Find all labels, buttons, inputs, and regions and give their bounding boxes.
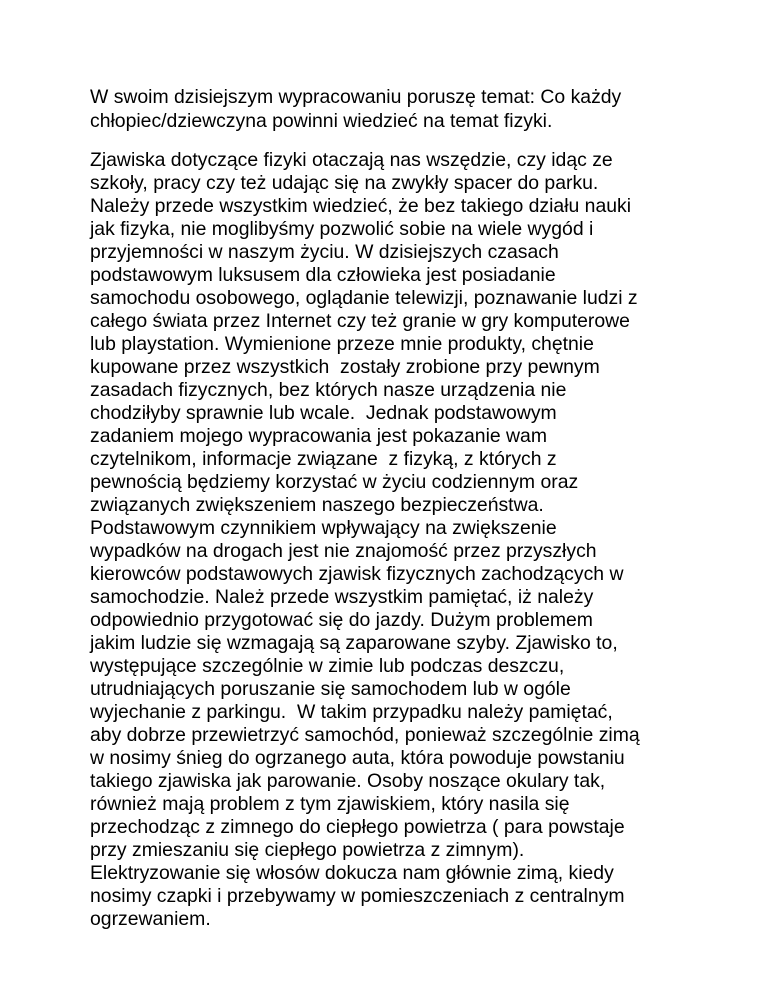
body-line: przechodząc z zimnego do ciepłego powietrza ( para powstaje [90, 816, 625, 838]
body-line: utrudniających poruszanie się samochodem lub w ogóle [90, 678, 571, 700]
intro-line: W swoim dzisiejszym wypracowaniu poruszę temat: Co każdy [90, 86, 622, 108]
body-line: w nosimy śnieg do ogrzanego auta, która powoduje powstaniu [90, 747, 625, 769]
body-line: kierowców podstawowych zjawisk fizycznych zachodzących w [90, 563, 624, 585]
body-line: również mają problem z tym zjawiskiem, który nasila się [90, 793, 570, 815]
body-line: takiego zjawiska jak parowanie. Osoby noszące okulary tak, [90, 770, 606, 792]
body-line: jak fizyka, nie moglibyśmy pozwolić sobie na wiele wygód i [90, 218, 594, 240]
intro-line: chłopiec/dziewczyna powinni wiedzieć na temat fizyki. [90, 110, 553, 132]
body-line: wypadków na drogach jest nie znajomość przez przyszłych [90, 540, 597, 562]
body-line: Zjawiska dotyczące fizyki otaczają nas wszędzie, czy idąc ze [90, 149, 613, 171]
body-line: chodziłyby sprawnie lub wcale. Jednak podstawowym [90, 402, 557, 424]
body-line: ogrzewaniem. [90, 908, 211, 930]
body-line: Elektryzowanie się włosów dokucza nam głównie zimą, kiedy [90, 862, 614, 884]
body-line: przyjemności w naszym życiu. W dzisiejszych czasach [90, 241, 559, 263]
body-line: lub playstation. Wymienione przeze mnie produkty, chętnie [90, 333, 594, 355]
body-line: odpowiednio przygotować się do jazdy. Dużym problemem [90, 609, 593, 631]
body-line: samochodzie. Należ przede wszystkim pamiętać, iż należy [90, 586, 594, 608]
body-line: występujące szczególnie w zimie lub podczas deszczu, [90, 655, 565, 677]
body-line: samochodu osobowego, oglądanie telewizji, poznawanie ludzi z [90, 287, 638, 309]
body-line: zasadach fizycznych, bez których nasze urządzenia nie [90, 379, 567, 401]
body-line: jakim ludzie się wzmagają są zaparowane szyby. Zjawisko to, [90, 632, 618, 654]
body-line: wyjechanie z parkingu. W takim przypadku należy pamiętać, [90, 701, 613, 723]
body-line: Podstawowym czynnikiem wpływający na zwiększenie [90, 517, 557, 539]
body-line: przy zmieszaniu się ciepłego powietrza z zimnym). [90, 839, 525, 861]
body-line: nosimy czapki i przebywamy w pomieszczeniach z centralnym [90, 885, 625, 907]
body-line: aby dobrze przewietrzyć samochód, ponieważ szczególnie zimą [90, 724, 640, 746]
body-line: całego świata przez Internet czy też granie w gry komputerowe [90, 310, 630, 332]
body-line: szkoły, pracy czy też udając się na zwykły spacer do parku. [90, 172, 599, 194]
body-line: czytelnikom, informacje związane z fizyką, z których z [90, 448, 557, 470]
body-line: związanych zwiększeniem naszego bezpieczeństwa. [90, 494, 544, 516]
body-line: pewnością będziemy korzystać w życiu codziennym oraz [90, 471, 579, 493]
body-line: kupowane przez wszystkich zostały zrobione przy pewnym [90, 356, 600, 378]
body-line: podstawowym luksusem dla człowieka jest posiadanie [90, 264, 556, 286]
body-line: zadaniem mojego wypracowania jest pokazanie wam [90, 425, 547, 447]
body-line: Należy przede wszystkim wiedzieć, że bez takiego działu nauki [90, 195, 632, 217]
